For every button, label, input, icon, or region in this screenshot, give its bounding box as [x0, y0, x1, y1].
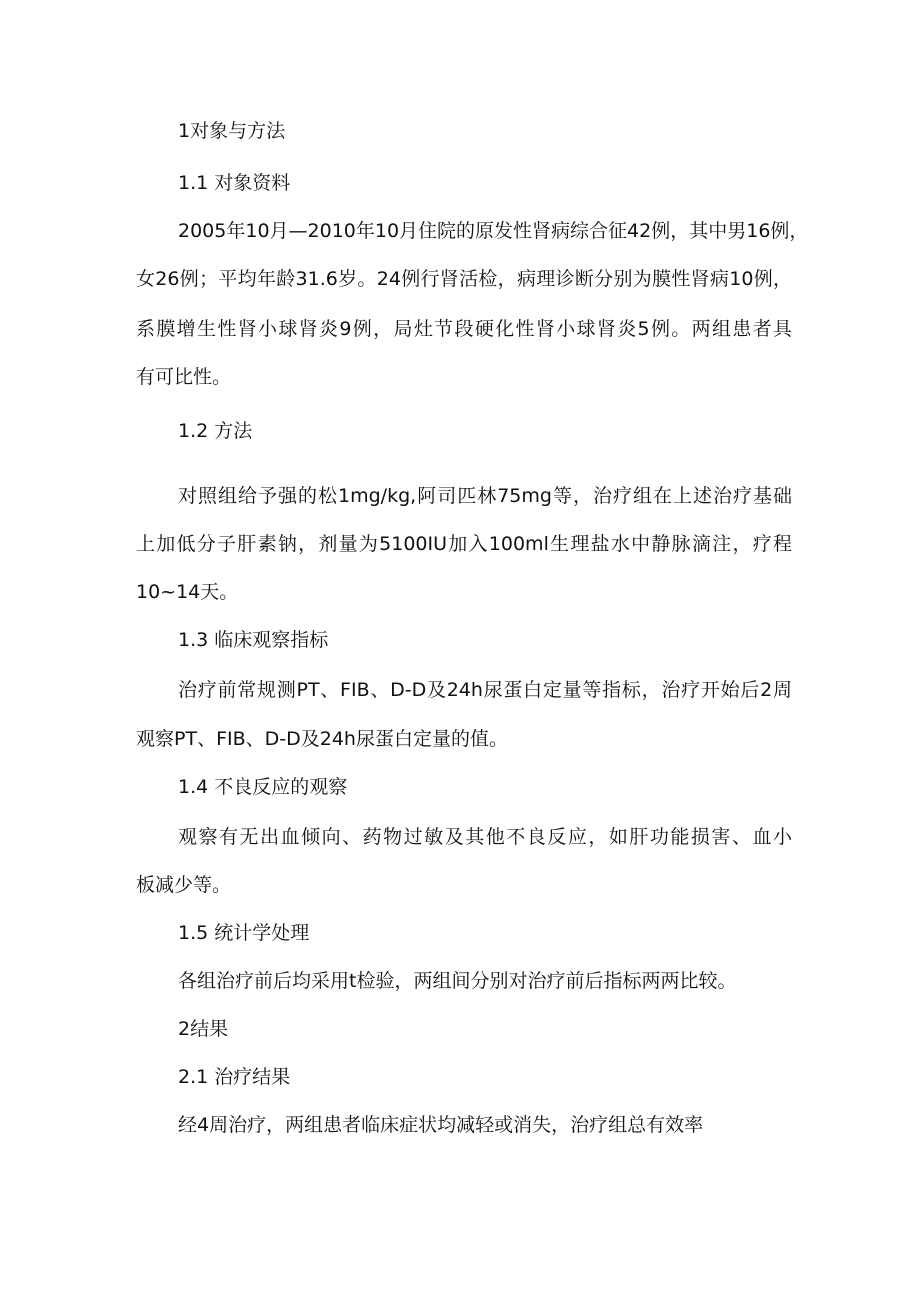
paragraph-line: 上加低分子肝素钠，剂量为5100IU加入100ml生理盐水中静脉滴注，疗程: [136, 533, 792, 555]
paragraph-line: 女26例；平均年龄31.6岁。24例行肾活检，病理诊断分别为膜性肾病10例，: [136, 268, 792, 290]
subsection-heading-1-5: 1.5 统计学处理: [178, 922, 310, 944]
paragraph-line: 各组治疗前后均采用t检验，两组间分别对治疗前后指标两两比较。: [178, 970, 737, 992]
subsection-heading-1-3: 1.3 临床观察指标: [178, 629, 329, 651]
paragraph-line: 10~14天。: [136, 581, 239, 603]
paragraph-line: 有可比性。: [136, 366, 232, 388]
subsection-heading-1-2: 1.2 方法: [178, 420, 253, 442]
paragraph-line: 观察PT、FIB、D-D及24h尿蛋白定量的值。: [136, 728, 508, 750]
section-heading-2: 2结果: [178, 1018, 229, 1040]
section-heading-1: 1对象与方法: [178, 120, 286, 142]
subsection-heading-2-1: 2.1 治疗结果: [178, 1066, 291, 1088]
paragraph-line: 系膜增生性肾小球肾炎9例，局灶节段硬化性肾小球肾炎5例。两组患者具: [136, 318, 792, 340]
paragraph-line: 治疗前常规测PT、FIB、D-D及24h尿蛋白定量等指标，治疗开始后2周: [178, 679, 792, 701]
paragraph-line: 板减少等。: [136, 874, 232, 896]
subsection-heading-1-1: 1.1 对象资料: [178, 172, 291, 194]
paragraph-line: 2005年10月—2010年10月住院的原发性肾病综合征42例，其中男16例，: [178, 220, 809, 242]
paragraph-line: 对照组给予强的松1mg/kg,阿司匹林75mg等，治疗组在上述治疗基础: [178, 485, 792, 507]
paragraph-line: 经4周治疗，两组患者临床症状均减轻或消失，治疗组总有效率: [178, 1114, 704, 1136]
paragraph-line: 观察有无出血倾向、药物过敏及其他不良反应，如肝功能损害、血小: [178, 826, 792, 848]
subsection-heading-1-4: 1.4 不良反应的观察: [178, 776, 348, 798]
